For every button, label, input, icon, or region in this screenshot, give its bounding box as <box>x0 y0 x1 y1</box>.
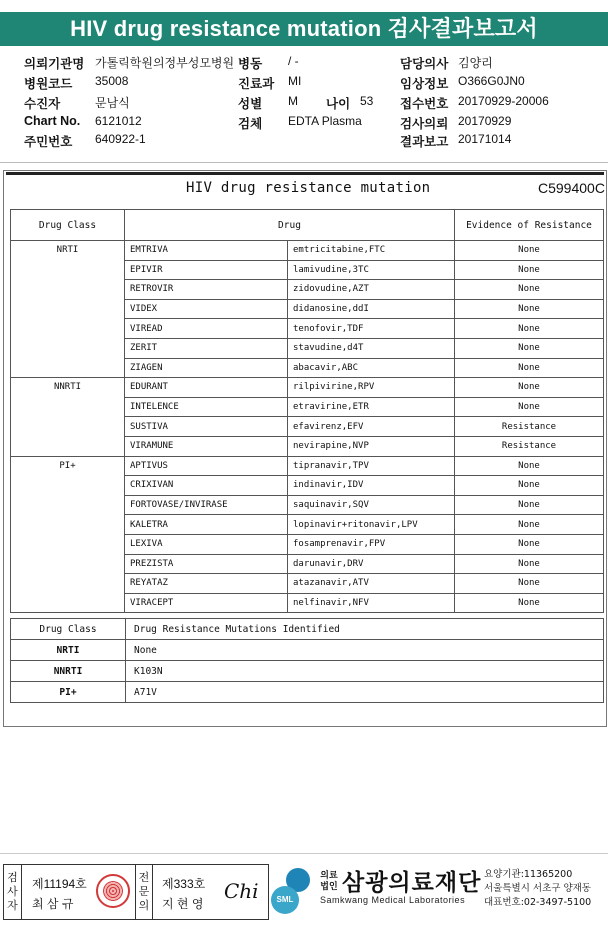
org-phone: 대표번호:02-3497-5100 <box>484 897 592 908</box>
table-row <box>11 640 604 661</box>
evidence-cell: None <box>455 338 604 358</box>
footer-divider <box>0 853 608 854</box>
hospital-code-label: 병원코드 <box>24 77 73 91</box>
examiner-vlabel-1: 검 <box>7 872 18 884</box>
chart-label: Chart No. <box>24 114 81 128</box>
evidence-cell: None <box>455 534 604 554</box>
drug-generic-cell: saquinavir,SQV <box>288 495 455 515</box>
mutation-class-cell: NRTI <box>11 640 126 661</box>
id-value: 640922-1 <box>95 132 146 146</box>
org-english-name: Samkwang Medical Laboratories <box>320 895 466 905</box>
report-code: C599400C <box>538 180 605 196</box>
org-code: 요양기관:11365200 <box>484 869 573 880</box>
mutation-class-cell: NNRTI <box>11 661 126 682</box>
examiner-vlabel-2: 사 <box>7 886 18 898</box>
drug-generic-cell: nevirapine,NVP <box>288 436 455 456</box>
org-type <box>318 870 340 892</box>
ward-label: 병동 <box>238 57 263 71</box>
receipt-value: 20170929-20006 <box>458 94 549 108</box>
evidence-cell: None <box>455 319 604 339</box>
signature-box <box>3 864 269 920</box>
report-frame-top-bar <box>6 172 604 175</box>
drug-brand-cell: EMTRIVA <box>125 241 288 261</box>
mutation-value-cell: None <box>126 640 604 661</box>
specimen-value: EDTA Plasma <box>288 114 362 128</box>
evidence-cell: None <box>455 515 604 535</box>
report-date-value: 20171014 <box>458 132 512 146</box>
drug-brand-cell: KALETRA <box>125 515 288 535</box>
clinical-value: O366G0JN0 <box>458 74 525 88</box>
table-row <box>11 682 604 703</box>
age-value: 53 <box>360 94 374 108</box>
drug-brand-cell: REYATAZ <box>125 574 288 594</box>
dept-label: 진료과 <box>238 77 275 91</box>
sml-logo-icon: SML <box>271 886 299 914</box>
drug-generic-cell: fosamprenavir,FPV <box>288 534 455 554</box>
sex-value: M <box>288 94 298 108</box>
ward-value: / - <box>288 54 299 68</box>
drug-generic-cell: darunavir,DRV <box>288 554 455 574</box>
mutation-class-cell: PI+ <box>11 682 126 703</box>
drug-brand-cell: VIRACEPT <box>125 593 288 613</box>
specialist-vlabel-3: 의 <box>138 900 150 912</box>
table-row <box>11 661 604 682</box>
evidence-cell: None <box>455 280 604 300</box>
id-label: 주민번호 <box>24 135 73 149</box>
institution-label: 의뢰기관명 <box>24 57 85 71</box>
report-subtitle: HIV drug resistance mutation <box>186 180 431 196</box>
report-date-label: 결과보고 <box>400 135 449 149</box>
drug-generic-cell: emtricitabine,FTC <box>288 241 455 261</box>
signature: Chi <box>224 879 259 903</box>
specialist-vlabel-2: 문 <box>138 886 150 898</box>
evidence-cell: None <box>455 476 604 496</box>
drug-generic-cell: indinavir,IDV <box>288 476 455 496</box>
drug-class-cell: NNRTI <box>11 378 125 456</box>
drug-brand-cell: LEXIVA <box>125 534 288 554</box>
drug-class-cell: NRTI <box>11 241 125 378</box>
drug-generic-cell: tenofovir,TDF <box>288 319 455 339</box>
drug-brand-cell: SUSTIVA <box>125 417 288 437</box>
drug-generic-cell: nelfinavir,NFV <box>288 593 455 613</box>
examiner-vlabel-3: 자 <box>7 900 18 912</box>
drug-brand-cell: INTELENCE <box>125 397 288 417</box>
drug-brand-cell: EDURANT <box>125 378 288 398</box>
chart-value: 6121012 <box>95 114 142 128</box>
table-row <box>11 456 604 476</box>
clinical-label: 임상정보 <box>400 77 449 91</box>
evidence-cell: None <box>455 260 604 280</box>
evidence-cell: None <box>455 358 604 378</box>
evidence-cell: None <box>455 456 604 476</box>
specialist-vlabel-1: 전 <box>138 872 150 884</box>
drug-brand-cell: ZIAGEN <box>125 358 288 378</box>
table-row <box>11 241 604 261</box>
drug-generic-cell: didanosine,ddI <box>288 299 455 319</box>
age-label: 나이 <box>326 97 351 111</box>
doctor-value: 김양리 <box>458 56 493 70</box>
mutation-value-cell: K103N <box>126 661 604 682</box>
examiner-license: 제11194호 <box>32 877 87 891</box>
sex-label: 성별 <box>238 97 263 111</box>
evidence-cell: None <box>455 574 604 594</box>
evidence-cell: None <box>455 554 604 574</box>
specialist-license: 제333호 <box>162 877 206 891</box>
org-info <box>484 868 591 910</box>
examinee-label: 수진자 <box>24 97 61 111</box>
specialist-name: 지 현 영 <box>162 897 204 911</box>
drug-brand-cell: EPIVIR <box>125 260 288 280</box>
evidence-cell: None <box>455 378 604 398</box>
seal-stamp-icon <box>96 874 130 908</box>
drug-generic-cell: stavudine,d4T <box>288 338 455 358</box>
examiner-name: 최 삼 규 <box>32 897 74 911</box>
evidence-cell: None <box>455 495 604 515</box>
evidence-cell: None <box>455 299 604 319</box>
evidence-cell: Resistance <box>455 417 604 437</box>
evidence-cell: Resistance <box>455 436 604 456</box>
drug-resistance-table <box>10 209 604 613</box>
table-row <box>11 378 604 398</box>
drug-generic-cell: lopinavir+ritonavir,LPV <box>288 515 455 535</box>
col-drug-class: Drug Class <box>11 210 125 241</box>
drug-generic-cell: lamivudine,3TC <box>288 260 455 280</box>
examinee-value: 문남식 <box>95 96 130 110</box>
drug-brand-cell: CRIXIVAN <box>125 476 288 496</box>
hospital-code-value: 35008 <box>95 74 129 88</box>
col-mut-class: Drug Class <box>11 619 126 640</box>
divider <box>0 162 608 163</box>
drug-generic-cell: tipranavir,TPV <box>288 456 455 476</box>
org-type-line-2: 법인 <box>320 881 338 891</box>
drug-brand-cell: APTIVUS <box>125 456 288 476</box>
drug-brand-cell: RETROVIR <box>125 280 288 300</box>
evidence-cell: None <box>455 241 604 261</box>
drug-brand-cell: FORTOVASE/INVIRASE <box>125 495 288 515</box>
drug-brand-cell: VIREAD <box>125 319 288 339</box>
drug-generic-cell: etravirine,ETR <box>288 397 455 417</box>
col-evidence: Evidence of Resistance <box>455 210 604 241</box>
drug-brand-cell: VIDEX <box>125 299 288 319</box>
dept-value: MI <box>288 74 302 88</box>
drug-brand-cell: VIRAMUNE <box>125 436 288 456</box>
drug-generic-cell: atazanavir,ATV <box>288 574 455 594</box>
specimen-label: 검체 <box>238 117 263 131</box>
receipt-label: 접수번호 <box>400 97 449 111</box>
institution-value: 가톨릭학원의정부성모병원 <box>95 56 235 70</box>
drug-generic-cell: rilpivirine,RPV <box>288 378 455 398</box>
org-type-line-1: 의료 <box>320 870 338 880</box>
col-drug: Drug <box>125 210 455 241</box>
mutation-value-cell: A71V <box>126 682 604 703</box>
evidence-cell: None <box>455 397 604 417</box>
request-value: 20170929 <box>458 114 512 128</box>
evidence-cell: None <box>455 593 604 613</box>
org-name: 삼광의료재단 <box>342 870 482 896</box>
drug-brand-cell: PREZISTA <box>125 554 288 574</box>
mutations-table <box>10 618 604 703</box>
drug-generic-cell: zidovudine,AZT <box>288 280 455 300</box>
drug-generic-cell: abacavir,ABC <box>288 358 455 378</box>
drug-brand-cell: ZERIT <box>125 338 288 358</box>
drug-generic-cell: efavirenz,EFV <box>288 417 455 437</box>
col-mutations: Drug Resistance Mutations Identified <box>126 619 604 640</box>
org-address: 서울특별시 서초구 양재동 <box>484 883 591 894</box>
request-label: 검사의뢰 <box>400 117 449 131</box>
drug-class-cell: PI+ <box>11 456 125 613</box>
doctor-label: 담당의사 <box>400 57 449 71</box>
report-title-banner: HIV drug resistance mutation 검사결과보고서 <box>0 12 608 46</box>
